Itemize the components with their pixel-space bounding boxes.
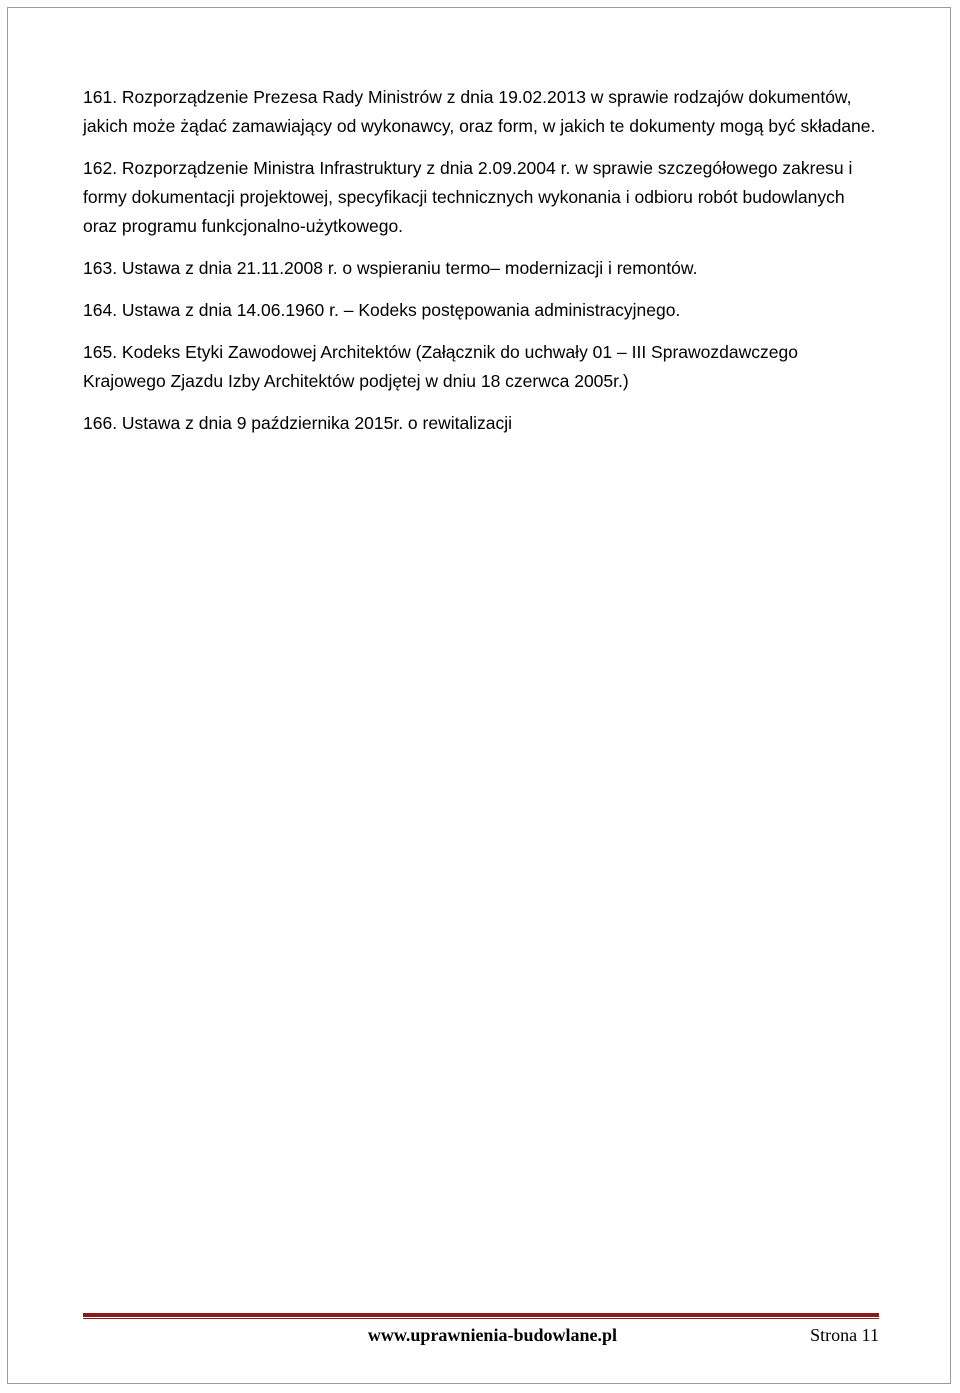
list-item-166: 166. Ustawa z dnia 9 października 2015r. o rewitalizacji xyxy=(83,413,512,433)
list-item-163: 163. Ustawa z dnia 21.11.2008 r. o wspieraniu termo– modernizacji i remontów. xyxy=(83,258,698,278)
list-item-164: 164. Ustawa z dnia 14.06.1960 r. – Kodeks postępowania administracyjnego. xyxy=(83,300,681,320)
footer-divider-thin xyxy=(83,1318,879,1319)
list-item-162: 162. Rozporządzenie Ministra Infrastruktury z dnia 2.09.2004 r. w sprawie szczegółowego zakresu i formy dokumentacji projektowej, specyfikacji technicznych wykonania i odbioru robót budowlanych oraz programu funkcjonalno-użytkowego. xyxy=(83,158,853,236)
page-footer xyxy=(83,1322,879,1348)
footer-divider xyxy=(83,1313,879,1317)
page-number: Strona 11 xyxy=(810,1325,879,1345)
footer-website: www.uprawnienia-budowlane.pl xyxy=(367,1325,617,1345)
list-item-165: 165. Kodeks Etyki Zawodowej Architektów (Załącznik do uchwały 01 – III Sprawozdawczego Krajowego Zjazdu Izby Architektów podjętej w dniu 18 czerwca 2005r.) xyxy=(83,342,798,391)
document-body xyxy=(83,83,883,451)
list-item-161: 161. Rozporządzenie Prezesa Rady Ministrów z dnia 19.02.2013 w sprawie rodzajów dokumentów, jakich może żądać zamawiający od wykonawcy, oraz form, w jakich te dokumenty mogą być składane. xyxy=(83,87,876,136)
